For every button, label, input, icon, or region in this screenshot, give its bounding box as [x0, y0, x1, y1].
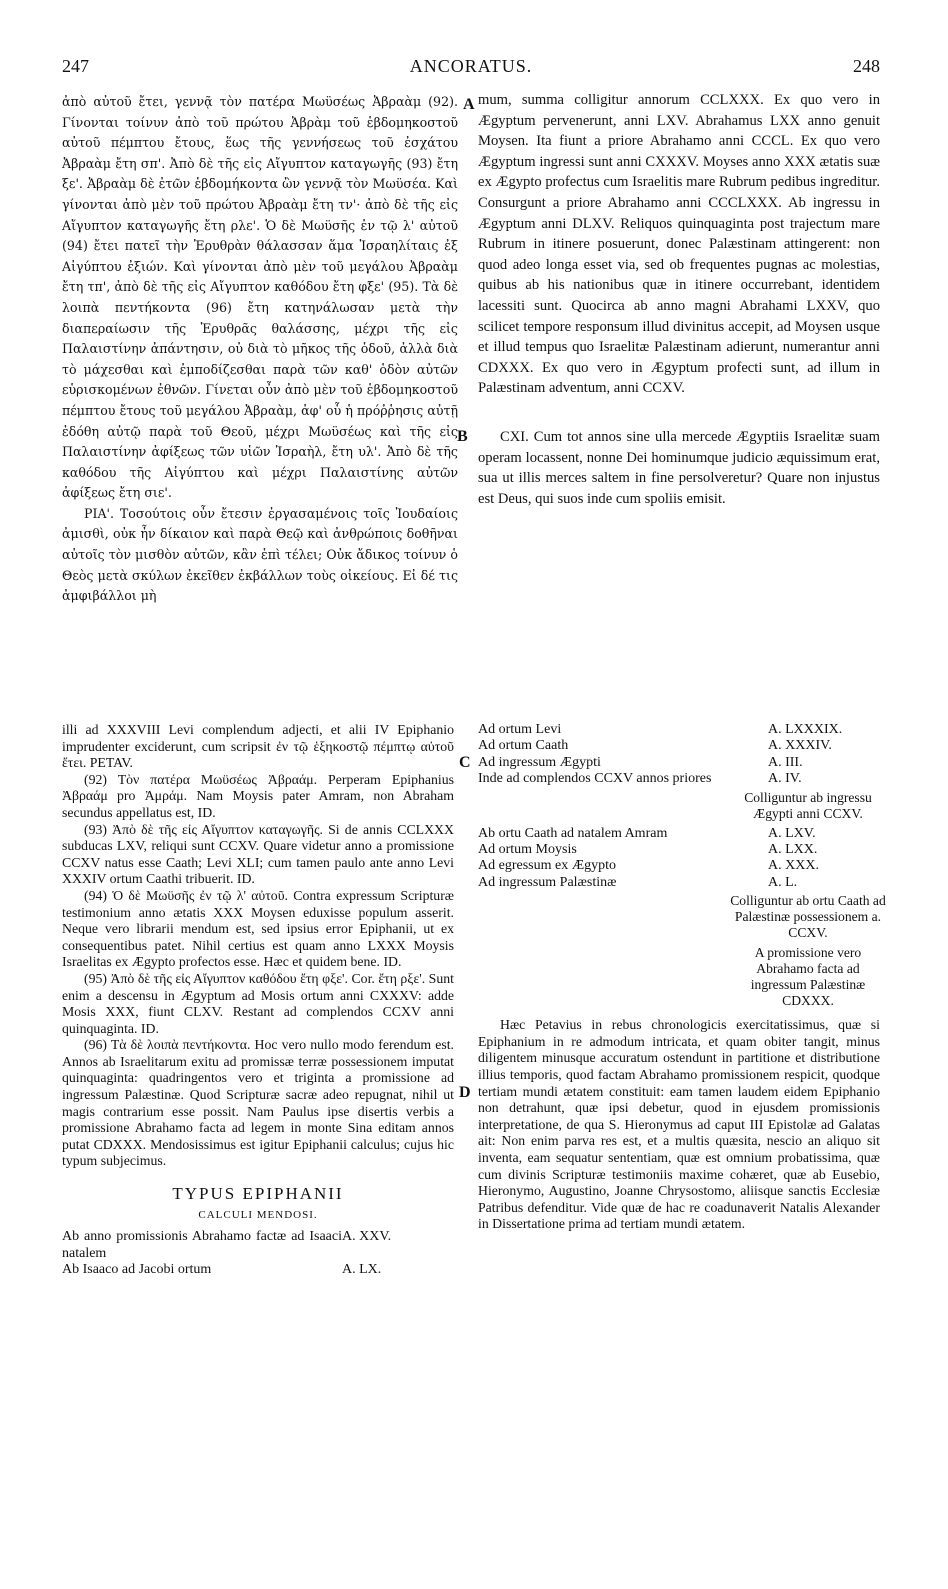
calc-row — [478, 771, 880, 787]
calc-row-label: Ad ortum Levi — [478, 722, 562, 737]
calc-row — [478, 858, 880, 874]
margin-marker-a: A — [463, 96, 475, 113]
calc-row-value: A. L. — [768, 874, 798, 890]
latin-column — [478, 90, 880, 509]
calc-row-label: Inde ad complendos CCXV annos priores — [478, 771, 712, 787]
calc-row-label: Ab anno promissionis Abrahamo factæ ad Isaaci natalem — [62, 1229, 342, 1261]
calc-row-value: A. XXX. — [768, 858, 819, 874]
greek-column — [62, 92, 458, 607]
calc-row-label: Ab Isaaco ad Jacobi ortum — [62, 1262, 212, 1278]
footnote: (92) Τὸν πατέρα Μωϋσέως Ἀβραάμ. Perperam Epiphanius Ἀβραάμ pro Ἀμράμ. Nam Moysis pater Amram, non Abraham secundus appellatus est, ID. — [62, 771, 454, 820]
margin-marker-c: C — [459, 754, 471, 771]
calc-row-value: A. III. — [768, 754, 803, 770]
calc-row — [478, 738, 880, 754]
footnote: (95) Ἀπὸ δὲ τῆς εἰς Αἴγυπτον καθόδου ἔτη φξε'. Cor. ἔτη ρξε'. Sunt enim a descensu in Ægyptum ad Mosis ortum anni CXXXV: adde Mosis XXX, fiunt CLXV. Restant ad complendos CCXV anni quinquaginta. ID. — [62, 970, 454, 1036]
margin-marker-b: B — [457, 428, 468, 445]
greek-paragraph: ΡΙΑ'. Τοσούτοις οὖν ἔτεσιν ἐργασαμένοις τοῖς Ἰουδαίοις ἀμισθὶ, οὐκ ἦν δίκαιον καὶ παρὰ Θεῷ καὶ ἀνθρώποις δοθῆναι αὐτοῖς τὸν μισθὸν αὐτῶν, κἂν ἐπὶ τέλει; Οὐκ ἄδικος τοίνυν ὁ Θεὸς μετὰ σκύλων ἐκεῖθεν ἐκβάλλων τοὺς οἰκείους. Εἰ δέ τις ἀμφιβάλλοι μὴ — [62, 505, 458, 604]
greek-paragraph: ἀπὸ αὐτοῦ ἔτει, γεννᾷ τὸν πατέρα Μωϋσέως Ἀβραὰμ (92). Γίνονται τοίνυν ἀπὸ τοῦ πρώτου Ἀβρὰμ τοῦ ἑβδομηκοστοῦ αὐτοῦ πέμπτου ἔτους, ἕως τῆς γεννήσεως τοῦ ἐσχάτου Ἀβραὰμ ἔτη σπ'. Ἀπὸ δὲ τῆς εἰς Αἴγυπτον καταγωγῆς (93) ἔτη ξε'. Ἀβραὰμ δὲ ἐτῶν ἑβδομήκοντα ὢν γεννᾷ τὸν Μωϋσέα. Καὶ γίνονται ἀπὸ μὲν τοῦ πρώτου Ἀβραὰμ ἔτη τν'· ἀπὸ δὲ τῆς εἰς Αἴγυπτον καταγωγῆς ἔτη ρλε'. Ὁ δὲ Μωϋσῆς ἐν τῷ λ' αὐτοῦ (94) ἔτει πατεῖ τὴν Ἐρυθρὰν θάλασσαν ἅμα Ἰσραηλίταις ἐξ Αἰγύπτου ἐξιών. Καὶ γίνονται ἀπὸ μὲν τοῦ μεγάλου Ἀβραὰμ ἔτη τπ', ἀπὸ δὲ τῆς εἰς Αἴγυπτον καθόδου ἔτη φξε' (95). Τὰ δὲ λοιπὰ πεντήκοντα (96) ἔτη κατηνάλωσαν μετὰ τὴν διαπεραίωσιν τῆς Ἐρυθρᾶς θαλάσσης, μέχρι τῆς εἰς Παλαιστίνην ἀπάντησιν, οὐ διὰ τὸ μῆκος τῆς ὁδοῦ, ἀλλὰ διὰ τὸ μάχεσθαι καὶ ἐμποδίζεσθαι παρὰ τῶν καθ' ὁδὸν αὐτῶν εὑρισκομένων ἐθνῶν. Γίνεται οὖν ἀπὸ μὲν τοῦ ἑβδομηκοστοῦ πέμπτου ἔτους τοῦ μεγάλου Ἀβραὰμ, ἀφ' οὗ ἡ πρόῤῥησις αὐτῇ ἐδόθη αὐτῷ παρὰ τοῦ Θεοῦ, μέχρι Μωϋσέως καὶ τῆς εἰς Παλαιστίνην ἀφίξεως τῶν υἱῶν Ἰσραὴλ, ἔτη υλ'. Ἀπὸ δὲ τῆς καθόδου τῆς Αἰγύπτου καὶ μέχρι Παλαιστίνης αὐτῶν ἀφίξεως ἔτη σιε'. — [62, 94, 458, 501]
footnote: (94) Ὁ δὲ Μωϋσῆς ἐν τῷ λ' αὐτοῦ. Contra expressum Scripturæ testimonium anno ætatis XXX Moysen eduxisse populum asserit. Neque vero librarii mendum est, sed ipsius error Epiphanii, ut ex consequentibus patet. Nihil certius est quam anno LXXX Moysis Israelitas ex Ægypto profectos esse. Hæc et quidem bene. ID. — [62, 887, 454, 970]
calc-row — [478, 826, 880, 842]
footnote: (96) Τὰ δὲ λοιπὰ πεντήκοντα. Hoc vero nullo modo ferendum est. Annos ab Israelitarum exitu ad promissæ terræ possessionem imputat quinquaginta: quadringentos vero et triginta a promissione ad ingressum Palæstinæ. Quod Scripturæ sacræ adeo repugnat, nihil ut magis contrarium esse possit. Nam Paulus ipse disertis verbis a promissione Abrahamo facta ad legem in monte Sina editam annos putat CDXXX. Mendosissimus est igitur Epiphanii calculus; cujus hic typum subjecimus. — [62, 1037, 454, 1169]
calc-sum: Colliguntur ab ortu Caath ad Palæstinæ possessionem a. CCXV. — [730, 893, 886, 941]
latin-paragraph: CXI. Cum tot annos sine ulla mercede Ægyptiis Israelitæ suam operam locassent, nonne Dei hominumque judicio æquissimum erat, sua ut illis merces saltem in fine persolveretur? Quare non injustus est Deus, qui suos inde cum spoliis emisit. — [478, 428, 880, 507]
calc-row — [62, 1229, 454, 1262]
calc-row-label: Ab ortu Caath ad natalem Amram — [478, 825, 668, 841]
calc-title: TYPUS EPIPHANII — [172, 1184, 344, 1204]
calc-sum: A promissione vero Abrahamo facta ad ingressum Palæstinæ CDXXX. — [750, 945, 866, 1009]
calc-row-label: Ad ingressum Ægypti — [478, 754, 601, 770]
calc-row — [478, 875, 880, 891]
final-paragraph: Hæc Petavius in rebus chronologicis exercitatissimus, quæ si Epiphanium in re admodum intricata, et quam obiter tangit, minus diligentem minusque accuratum ostendunt in partitione et distributione illius temporis, quod factam Abrahamo promissionem respicit, quodque tertiam mundi ætatem constituit: eam tamen laudem eidem Epiphanio non detrahunt, quæ ipsi debetur, quod in ejusdem promissionis interpretatione, de qua S. Hieronymus ad caput III Epistolæ ad Galatas ait: Non enim parva res est, et a multis quæsita, nescio an aliquo sit inventa, eam sequatur sententiam, quæ est omnium probatissima, quæ cum divinis Scripturæ testimoniis maxime cohæret, quæ ab Eusebio, Hieronymo, Augustino, Joanne Chrysostomo, aliisque sanctis Ecclesiæ Patribus defenditur. Vide quæ de hac re coadunaverit Natalis Alexander in Dissertatione prima ad tertiam mundi ætatem. — [478, 1017, 880, 1232]
calc-row-value: A. XXV. — [342, 1229, 392, 1245]
calc-row-value: A. LXV. — [768, 825, 816, 841]
calc-row-value: A. LXXXIX. — [768, 722, 843, 737]
calc-sum: Colliguntur ab ingressu Ægypti anni CCXV. — [744, 789, 872, 821]
latin-paragraph: mum, summa colligitur annorum CCLXXX. Ex quo vero in Ægyptum pervenerunt, anni LXV. Abrahamus LXX anno genuit Moysen. Ita fiunt a priore Abrahamo anni CCCL. Ex quo vero Ægyptum ingressi sunt anni CXXXV. Moyses anno XXX ætatis suæ ex Ægypto profectus cum Israelitis mare Rubrum pedibus ingreditur. Consurgunt a priore Abrahamo anni CCCLXXX. Ab ingressu in Ægyptum anni DLXV. Reliquos quinquaginta post trajectum mare Rubrum in itinere posuerunt, donec Palæstinam attingerent: non quod adeo longa esset via, sed ob frequentes pugnas ac molestias, quibus ab his nationibus quæ in itinere occurrebant, identidem lacessiti sunt. Quocirca ab anno magni Abrahami LXXV, quo scilicet tempore responsum illud divinitus accepit, ad Moysen usque et illud tempus quo Israelitæ Palæstinam adierunt, numerantur anni CDXXX. Ex quo vero in Ægyptum profecti sunt, ad illum in Palæstinam adventum, anni CCXV. — [478, 92, 880, 397]
calc-row — [478, 722, 880, 738]
calc-row — [62, 1262, 454, 1278]
calc-row-value: A. LXX. — [768, 842, 818, 858]
calc-column — [478, 722, 886, 1233]
calc-row-value: A. XXXIV. — [768, 738, 832, 754]
footnote: (93) Ἀπὸ δὲ τῆς εἰς Αἴγυπτον καταγωγῆς. Si de annis CCLXXX subducas LXV, reliqui sunt CCXV. Quare videtur anno a promissione CCXV natus esse Caath; Levi XLI; cum tamen paulo ante anno Levi XXXIV ortum Caathi tribuerit. ID. — [62, 821, 454, 887]
calc-row-label: Ad ortum Moysis — [478, 842, 577, 858]
calc-subtitle: CALCULI MENDOSI. — [198, 1208, 318, 1221]
calc-row-label: Ad egressum ex Ægypto — [478, 858, 617, 874]
page-number-left: 247 — [62, 56, 89, 76]
page-number-right: 248 — [853, 56, 880, 76]
footnote: illi ad XXXVIII Levi complendum adjecti, et alii IV Epiphanio imprudenter exciderunt, cum scripsit ἐν τῷ ἑξηκοστῷ πέμπτῳ αὐτοῦ ἔτει. PETAV. — [62, 722, 454, 771]
calc-row-label: Ad ortum Caath — [478, 738, 569, 754]
calc-row-label: Ad ingressum Palæstinæ — [478, 874, 617, 890]
calc-row — [478, 842, 880, 858]
calc-row-value: A. LX. — [342, 1262, 382, 1278]
running-title: ANCORATUS. — [409, 56, 533, 76]
page-header — [62, 56, 880, 82]
calc-row-value: A. IV. — [768, 771, 802, 787]
notes-column — [62, 722, 454, 1278]
margin-marker-d: D — [459, 1084, 471, 1101]
calc-row — [478, 755, 880, 771]
